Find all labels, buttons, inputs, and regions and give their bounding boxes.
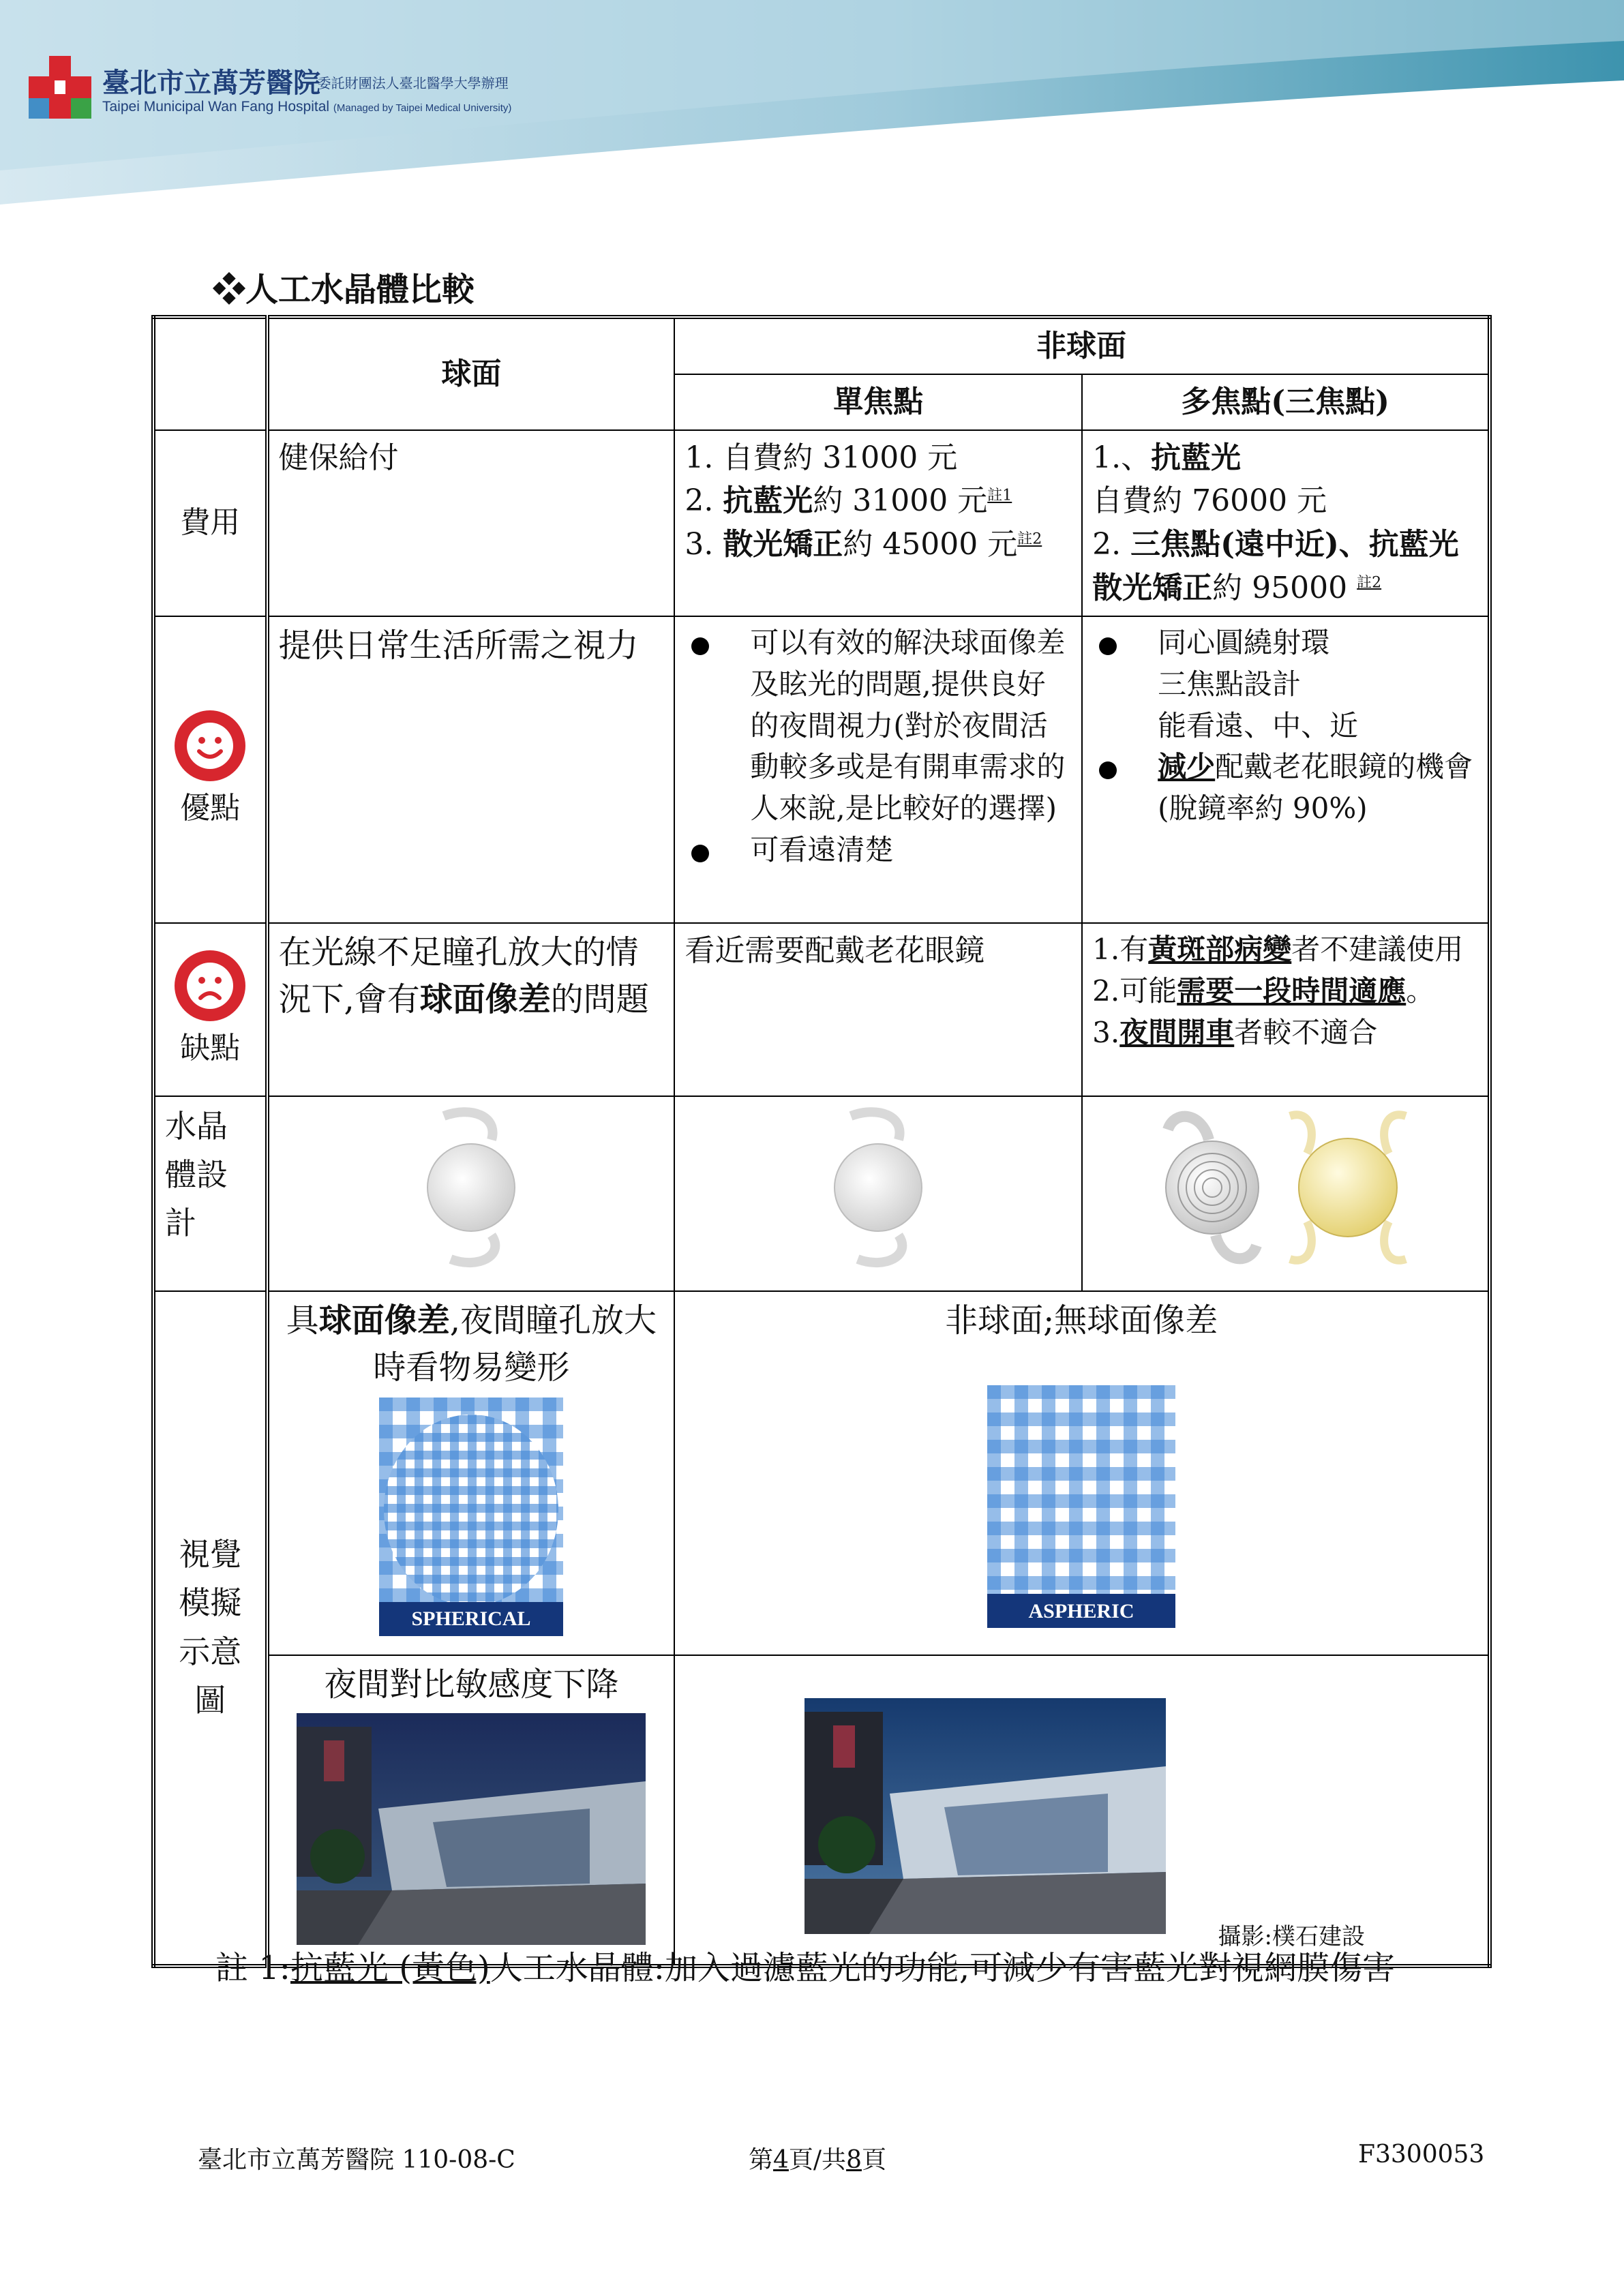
footer-page [749,2141,886,2175]
cons-multi-pre-1: 1.有 [1092,932,1149,966]
hospital-managed-zh: - 委託財團法人臺北醫學大學辦理 [308,75,509,91]
cons-multi-u-2: 需要一段時間適應 [1177,973,1407,1008]
hospital-name-en [102,99,511,115]
cost-mono-num-3: 3. [685,527,714,562]
visual-night-spherical [267,1655,675,1965]
row-label-cons [153,923,267,1096]
row-label-cons-text: 缺點 [180,1030,241,1066]
cons-multi-post-2: 。 [1406,973,1435,1008]
visual-night-text: 夜間對比敏感度下降 [324,1665,619,1704]
section-title: ❖人工水晶體比較 [213,271,475,309]
pros-spherical: 提供日常生活所需之視力 [267,616,675,923]
row-label-pros-text: 優點 [180,790,241,826]
pros-mono-item-1: 可以有效的解決球面像差及眩光的問題,提供良好的夜間視力(對於夜間活動較多或是有開車需求的人來說,是比較好的選擇) [685,622,1072,830]
cost-multifocal [1082,430,1490,616]
pros-multi-line-2: 三焦點設計 [1158,667,1302,701]
hospital-name-zh: 臺北市立萬芳醫院 [102,67,320,99]
pros-multi-line-3: 能看遠、中、近 [1158,708,1359,742]
spherical-distortion-image [379,1398,563,1636]
cons-spherical-bold: 球面像差 [419,980,551,1019]
cost-mono-item-2 [685,479,1072,523]
row-label-visual: 視覺模擬示意圖 [153,1291,267,1966]
cost-multi-num-2: 2. [1092,527,1122,562]
cons-spherical-a: 在光線不足瞳孔放大的情況下,會有 [278,933,639,1019]
pros-multi-item-1 [1092,622,1478,747]
cons-multi-u-1: 黃斑部病變 [1148,932,1292,966]
cons-multi-item-2 [1092,971,1478,1012]
footer-left: 臺北市立萬芳醫院 110-08-C [198,2146,515,2174]
design-multifocal [1082,1096,1490,1291]
cost-mono-note-2: 註1 [987,487,1012,504]
monofocal-aspheric-lens-image [830,1102,926,1273]
cost-multi-note: 註2 [1357,574,1382,592]
cost-multi-bold-1: 抗藍光 [1151,440,1242,475]
cost-mono-item-1 [685,436,1072,480]
pros-multi-text: 配戴老花眼鏡的機會(脫鏡率約 90%) [1158,750,1473,826]
visual-spherical [267,1291,675,1656]
header-multifocal: 多焦點(三焦點) [1082,374,1490,430]
design-monofocal [674,1096,1082,1291]
monofocal-lens-image [423,1102,519,1273]
cons-spherical [267,923,675,1096]
cost-mono-bold-3: 散光矯正 [723,527,843,562]
aspheric-image-label: ASPHERIC [1028,1600,1134,1623]
design-spherical [267,1096,675,1291]
cons-multi-post-1: 者不建議使用 [1291,932,1464,966]
cost-mono-item-3 [685,523,1072,567]
hospital-name-en-text: Taipei Municipal Wan Fang Hospital [102,99,330,115]
visual-spherical-bold: 球面像差 [318,1301,450,1340]
footer-right: F3300053 [1358,2141,1485,2169]
spherical-image-label: SPHERICAL [411,1607,531,1630]
cons-multi-pre-3: 3. [1092,1015,1120,1049]
cost-multi-line-1 [1092,436,1478,480]
header-aspheric: 非球面 [674,317,1490,374]
row-label-cost: 費用 [153,430,267,616]
visual-night-aspheric [674,1655,1490,1965]
night-building-photo-clear [805,1698,1166,1934]
row-label-pros [153,616,267,923]
footer-page-num: 4 [773,2146,789,2174]
cost-multi-line-4 [1092,567,1478,610]
cons-spherical-b: 的問題 [550,980,649,1019]
cost-mono-text-3: 約 45000 元 [843,527,1018,562]
footer-page-total: 8 [846,2146,862,2174]
cost-multi-bold-2: 三焦點(遠中近)、抗藍光 [1130,527,1459,562]
header-spherical: 球面 [267,317,675,430]
pros-mono-item-2: 可看遠清楚 [685,830,1072,871]
footnote-underlined: 抗藍光 (黃色) [290,1949,490,1987]
cost-mono-text-1: 自費約 31000 元 [723,440,958,475]
iol-comparison-table [151,315,1492,1968]
cost-multi-text-4: 約 95000 [1212,570,1348,605]
cons-monofocal: 看近需要配戴老花眼鏡 [674,923,1082,1096]
footnote [215,1929,1443,2007]
cost-multi-num-1: 1.、 [1092,440,1152,475]
cost-mono-num-2: 2. [685,483,714,519]
header-monofocal: 單焦點 [674,374,1082,430]
footer-page-post: 頁 [861,2146,886,2174]
footer-page-mid: 頁/共 [788,2146,847,2174]
cost-mono-text-2: 約 31000 元 [813,483,988,519]
cost-mono-note-3: 註2 [1017,530,1042,548]
hospital-logo [26,56,94,119]
visual-spherical-post: ,夜間瞳孔放大時看物易變形 [373,1301,657,1387]
cons-multi-post-3: 者較不適合 [1234,1015,1378,1049]
corner-cell [153,317,267,430]
pros-multi-item-2 [1092,746,1478,830]
cons-multifocal [1082,923,1490,1096]
night-building-photo-dim [297,1713,646,1945]
cost-mono-num-1: 1. [685,440,714,475]
cost-spherical: 健保給付 [267,430,675,616]
yellow-trifocal-lens-image [1280,1102,1416,1273]
cons-multi-item-1 [1092,929,1478,971]
aspheric-image [987,1385,1175,1628]
photo-credit: 攝影:樸石建設 [1218,1923,1365,1951]
cost-multi-line-3 [1092,523,1478,567]
visual-aspheric [674,1291,1490,1656]
hospital-managed-en: (Managed by Taipei Medical University) [333,102,512,114]
visual-spherical-text [279,1297,665,1392]
pros-multifocal [1082,616,1490,923]
row-label-design: 水晶體設計 [153,1096,267,1291]
footnote-prefix: 註 1: [215,1949,290,1987]
cost-multi-bold-3: 散光矯正 [1092,570,1213,605]
cost-mono-bold-2: 抗藍光 [723,483,813,519]
smile-face-icon [173,709,247,783]
pros-multi-line-1: 同心圓繞射環 [1158,625,1330,659]
pros-multi-underline: 減少 [1158,750,1216,784]
cons-multi-u-3: 夜間開車 [1119,1015,1235,1049]
cost-multi-line-2: 自費約 76000 元 [1092,483,1327,519]
cons-multi-pre-2: 2.可能 [1092,973,1177,1008]
pros-monofocal [674,616,1082,923]
cost-monofocal [674,430,1082,616]
cons-multi-item-3 [1092,1012,1478,1054]
sad-face-icon [173,949,247,1023]
visual-aspheric-text: 非球面;無球面像差 [945,1301,1218,1340]
trifocal-lens-image [1154,1102,1270,1273]
footnote-text: 人工水晶體:加入過濾藍光的功能,可減少有害藍光對視網膜傷害 [490,1949,1396,1987]
footer-page-pre: 第 [749,2146,774,2174]
visual-spherical-pre: 具 [286,1301,319,1340]
